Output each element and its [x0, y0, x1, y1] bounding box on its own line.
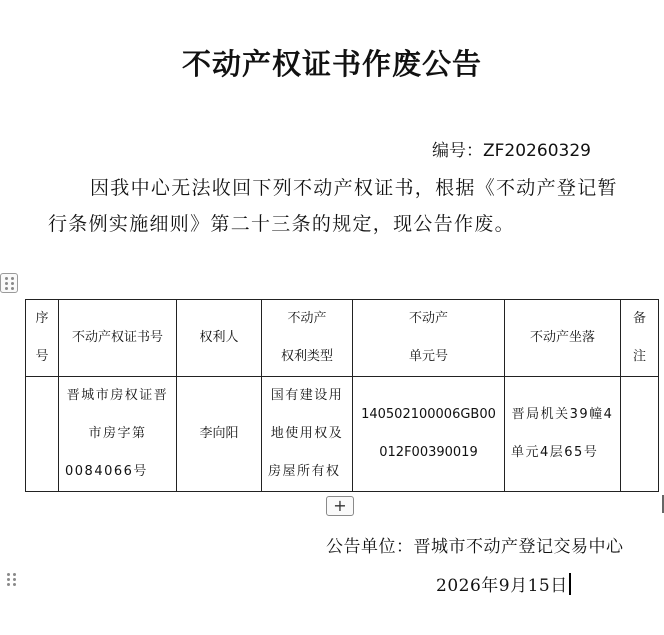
header-location: 不动产坐落: [505, 300, 621, 377]
cell-cert-no[interactable]: 晋城市房权证晋市房字第0084066号: [59, 377, 177, 492]
announcement-paragraph: 因我中心无法收回下列不动产权证书，根据《不动产登记暂行条例实施细则》第二十三条的规定，现公告作废。: [48, 177, 618, 235]
header-remark: 备 注: [621, 300, 659, 377]
drag-handle-icon: [5, 277, 14, 290]
paragraph-drag-handle[interactable]: [7, 573, 19, 591]
table-header-row: [26, 300, 659, 377]
table-row: [26, 377, 659, 492]
add-row-button[interactable]: +: [326, 496, 354, 516]
table-move-handle[interactable]: [0, 273, 18, 293]
certificate-table: [25, 299, 659, 492]
document-number-label: 编号：: [432, 141, 483, 161]
date-line[interactable]: [436, 571, 571, 596]
cell-seq[interactable]: [26, 377, 59, 492]
text-caret: [569, 573, 571, 595]
cell-remark[interactable]: [621, 377, 659, 492]
issuer-line: 公告单位：晋城市不动产登记交易中心: [326, 537, 624, 557]
header-seq: 序 号: [26, 300, 59, 377]
document-title: 不动产权证书作废公告: [181, 47, 482, 81]
header-unit-no: 不动产 单元号: [353, 300, 505, 377]
header-owner: 权利人: [177, 300, 262, 377]
header-right-type: 不动产 权利类型: [262, 300, 353, 377]
cell-location[interactable]: 晋局机关39幢4单元4层65号: [505, 377, 621, 492]
cell-right-type[interactable]: 国有建设用地使用权及房屋所有权: [262, 377, 353, 492]
document-number: [432, 136, 591, 161]
cell-unit-no[interactable]: 140502100006GB00012F00390019: [353, 377, 505, 492]
date-text: 2026年9月15日: [436, 576, 568, 596]
drag-handle-icon: [7, 573, 19, 586]
cell-owner[interactable]: 李向阳: [177, 377, 262, 492]
document-number-value: ZF20260329: [483, 141, 591, 161]
header-cert-no: 不动产权证书号: [59, 300, 177, 377]
